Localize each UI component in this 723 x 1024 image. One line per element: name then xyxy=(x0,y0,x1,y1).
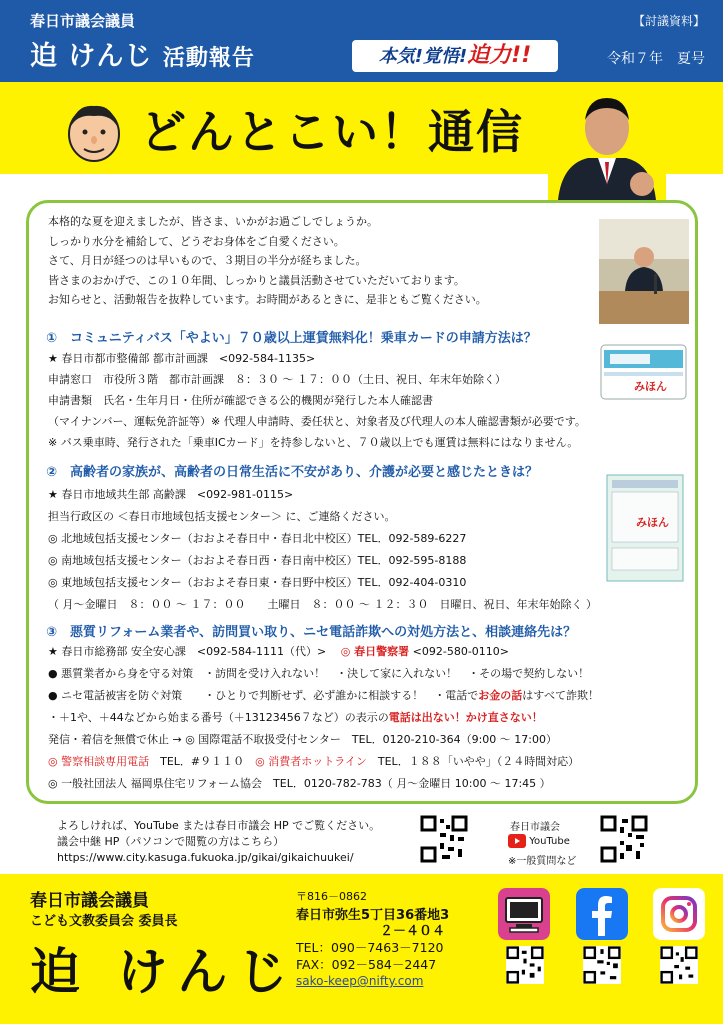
fraud-tip-end: はすべて詐欺！ xyxy=(522,689,599,702)
youtube-icon xyxy=(508,834,526,848)
section1-line: ※ バス乗車時、発行された「乗車ICカード」を持参しないと、７０歳以上でも運賃は無料にはなりません。 xyxy=(48,436,579,449)
section2-line: 担当行政区の ＜春日市地域包括支援センター＞ に、ご連絡ください。 xyxy=(48,510,396,523)
fax-number: FAX：092－584－2447 xyxy=(296,957,437,972)
fraud-tip: ● ニセ電話被害を防ぐ対策 ・ひとりで判断せず、必ず誰かに相談する！ ・電話で xyxy=(48,689,479,702)
care-card-sample xyxy=(606,474,684,582)
slogan-a: 本気! xyxy=(378,46,423,67)
qr-code-icon[interactable] xyxy=(506,946,544,984)
section3-line6 xyxy=(48,753,579,769)
address-line1: 春日市弥生5丁目36番地3 xyxy=(296,908,450,923)
slogan-c: 迫力!! xyxy=(467,43,532,68)
issue-label: 令和７年 夏号 xyxy=(607,51,705,67)
section3-line3 xyxy=(48,687,599,703)
youtube-logo[interactable] xyxy=(508,834,578,850)
qr-code-icon[interactable] xyxy=(660,946,698,984)
bus-card-sample xyxy=(600,344,687,400)
police-consult-tel: TEL．#９１１０ xyxy=(160,755,245,768)
section1-title: ① コミュニティバス「やよい」７０歳以上運賃無料化！乗車カードの申請方法は？ xyxy=(46,331,537,346)
gikai-url-link[interactable]: https://www.city.kasuga.fukuoka.jp/gikai/gikaichuukei/ xyxy=(57,851,354,864)
instagram-icon[interactable] xyxy=(653,888,705,940)
links-line: 議会中継 HP（パソコンで閲覧の方はこちら） xyxy=(57,835,285,848)
section2-title: ② 高齢者の家族が、高齢者の日常生活に不安があり、介護が必要と感じたときは？ xyxy=(46,465,539,480)
sample-label: みほん xyxy=(636,516,669,529)
section1-line: 申請書類 氏名・生年月日・住所が確認できる公的機関が発行した本人確認書 xyxy=(48,394,433,407)
section3-title: ③ 悪質リフォーム業者や、訪問買い取り、ニセ電話詐欺への対処方法と、相談連絡先は？ xyxy=(46,625,577,640)
sample-label: みほん xyxy=(634,380,667,393)
section2-line: （ 月～金曜日 ８：００ ～ １７：００ 土曜日 ８：００ ～ １２：３０ 日曜日、祝日、年末年始除く ） xyxy=(48,598,597,611)
assembly-photo xyxy=(599,219,689,324)
header-name xyxy=(30,34,255,73)
youtube-text: YouTube xyxy=(529,836,570,847)
links-block xyxy=(57,818,380,866)
section1-line: ★ 春日市都市整備部 都市計画課 <092-584-1135> xyxy=(48,352,316,365)
police-label: ◎ 春日警察署 xyxy=(340,645,410,658)
header-subtitle: 春日市議会議員 xyxy=(30,12,136,30)
facebook-icon[interactable] xyxy=(576,888,628,940)
section3-line5: 発信・着信を無償で休止 → ◎ 国際電話不取扱受付センター TEL．0120-210-364（9:00 ～ 17:00） xyxy=(48,733,557,746)
footer-name: 迫 けんじ xyxy=(30,943,298,1001)
qr-code-icon[interactable] xyxy=(583,946,621,984)
section3-line2: ● 悪質業者から身を守る対策 ・訪問を受け入れない！ ・決して家に入れない！ ・その場で契約しない！ xyxy=(48,667,590,680)
qr-code-icon[interactable] xyxy=(420,815,468,863)
intro-line: さて、月日が経つのは早いもので、３期目の半分が経ちました。 xyxy=(48,254,367,267)
qr-code-icon[interactable] xyxy=(600,815,648,863)
main-title: どんとこい！通信 xyxy=(140,105,524,159)
section3-line4 xyxy=(48,709,543,725)
email-link[interactable]: sako-keep@nifty.com xyxy=(296,974,424,988)
yt-label: 春日市議会 xyxy=(510,822,560,833)
address-line2: ２－４０４ xyxy=(380,924,446,939)
section2-line: ★ 春日市地域共生部 高齢課 <092-981-0115> xyxy=(48,488,294,501)
doc-type: 【討議資料】 xyxy=(632,14,705,28)
intl-number-tip: ・＋1や、＋44などから始まる番号（＋13123456７など）の表示の xyxy=(48,711,389,724)
yt-note: ※一般質問など xyxy=(508,856,577,867)
mascot-face-icon xyxy=(66,100,122,162)
intro-line: 本格的な夏を迎えましたが、皆さま、いかがお過ごしでしょうか。 xyxy=(48,215,378,228)
consumer-hotline-tel: TEL．１８８「いやや」（２４時間対応） xyxy=(377,755,580,768)
intl-number-warning: 電話は出ない！かけ直さない！ xyxy=(388,711,543,724)
intro-line: お知らせと、活動報告を抜粋しています。お時間があるときに、是非ともご覧ください。 xyxy=(48,293,487,306)
footer-title: 春日市議会議員 xyxy=(30,891,149,911)
fraud-highlight: お金の話 xyxy=(478,689,523,702)
safety-contact: ★ 春日市総務部 安全安心課 <092-584-1111（代）> xyxy=(48,645,327,658)
slogan-b: 覚悟! xyxy=(422,46,468,67)
header-name-text: 迫 けんじ xyxy=(30,41,153,72)
section1-line: 申請窓口 市役所３階 都市計画課 ８：３０ ～ １７：００（土日、祝日、年末年始除く） xyxy=(48,373,506,386)
zip-code: 〒816－0862 xyxy=(296,890,367,903)
section2-line: ◎ 北地域包括支援センター（おおよそ春日中・春日北中校区）TEL．092-589-6227 xyxy=(48,532,467,545)
consumer-hotline-label: ◎ 消費者ホットライン xyxy=(255,755,367,768)
section3-line7: ◎ 一般社団法人 福岡県住宅リフォーム協会 TEL．0120-782-783（ 月～金曜日 10:00 ～ 17:45 ） xyxy=(48,777,551,790)
section2-line: ◎ 南地域包括支援センター（おおよそ春日西・春日南中校区）TEL．092-595-8188 xyxy=(48,554,467,567)
section1-line: （マイナンバー、運転免許証等）※ 代理人申請時、委任状と、対象者及び代理人の本人確認書類が必要です。 xyxy=(48,415,586,428)
portrait-photo xyxy=(548,82,666,200)
intro-line: 皆さまのおかげで、この１０年間、しっかりと議員活動させていただいております。 xyxy=(48,273,465,287)
section2-line: ◎ 東地域包括支援センター（おおよそ春日東・春日野中校区）TEL．092-404-0310 xyxy=(48,576,467,589)
links-line: よろしければ、YouTube または春日市議会 HP でご覧ください。 xyxy=(57,819,381,832)
header-report-text: 活動報告 xyxy=(162,46,255,71)
intro-text xyxy=(48,212,593,310)
footer-role: こども文教委員会 委員長 xyxy=(30,914,178,929)
police-consult-label: ◎ 警察相談専用電話 xyxy=(48,755,150,768)
police-phone: <092-580-0110> xyxy=(412,645,510,658)
intro-line: しっかり水分を補給して、どうぞお身体をご自愛ください。 xyxy=(48,234,345,248)
section3-line1 xyxy=(48,643,509,659)
slogan xyxy=(352,40,558,72)
website-icon[interactable] xyxy=(498,888,550,940)
tel-number: TEL：090－7463－7120 xyxy=(296,940,444,955)
